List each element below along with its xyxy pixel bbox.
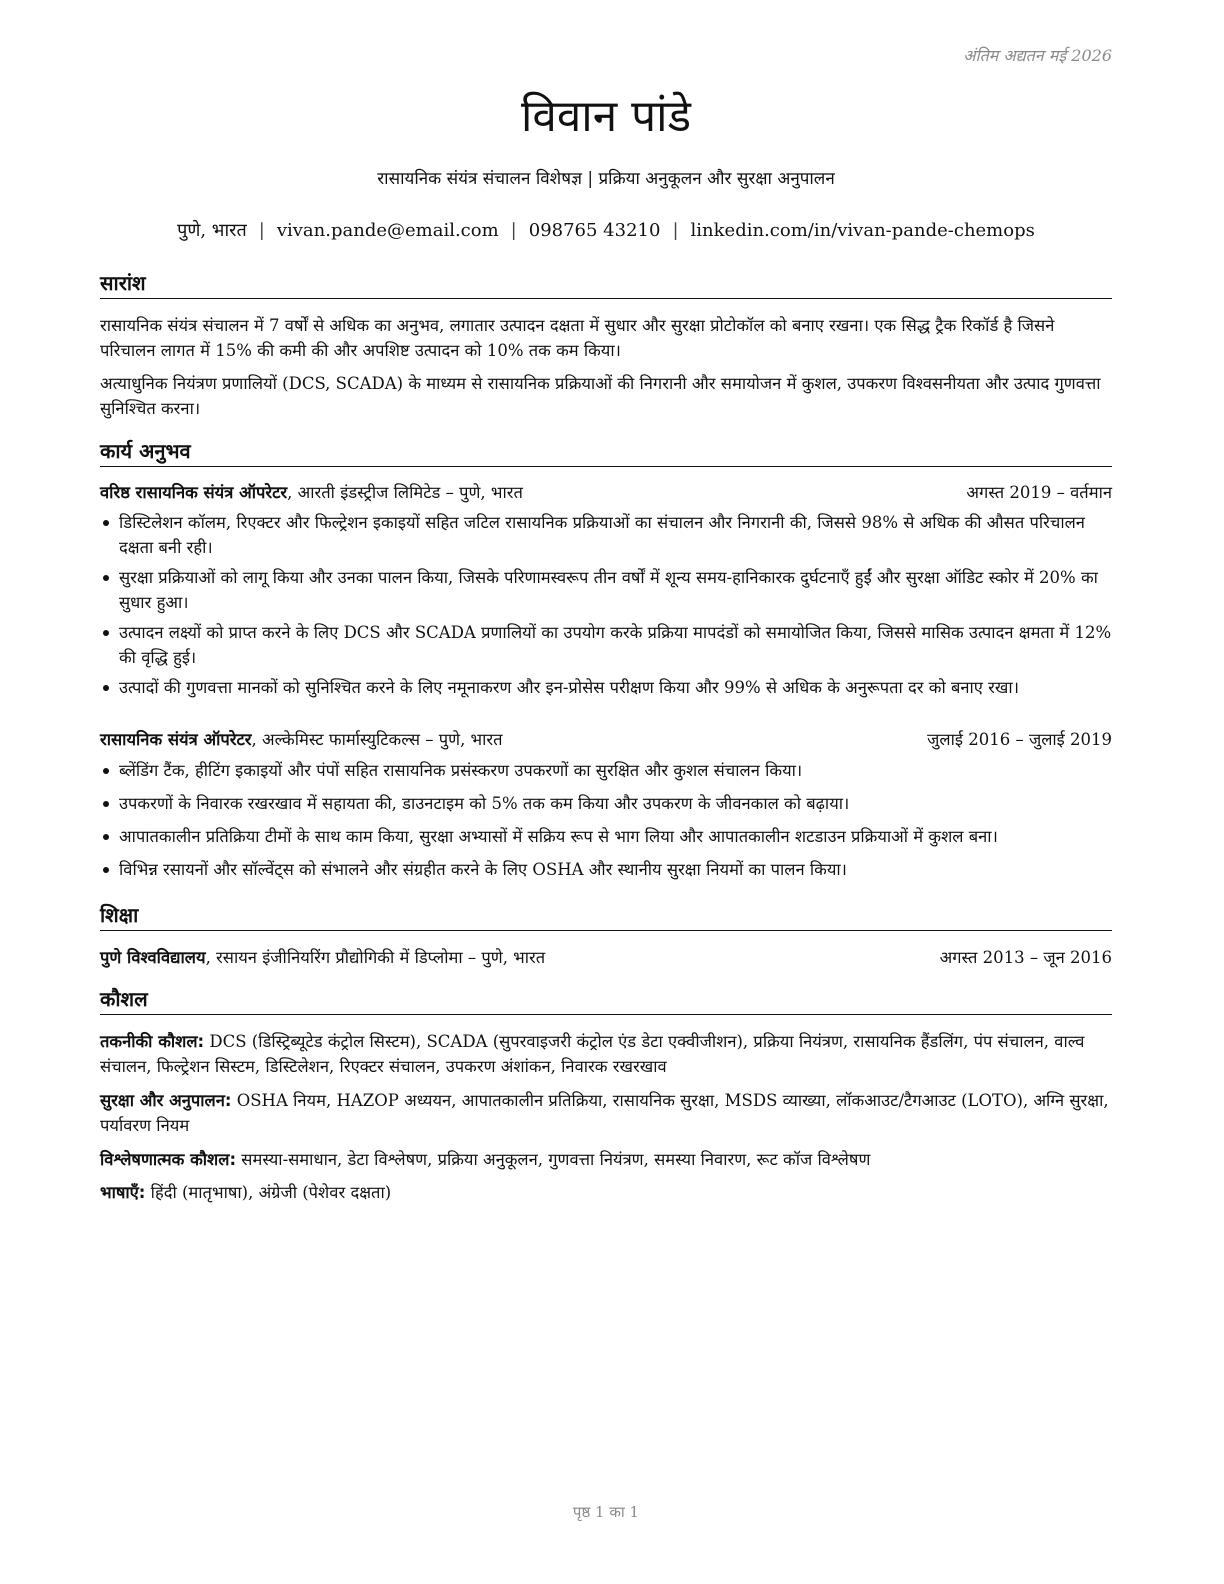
list-item: आपातकालीन प्रतिक्रिया टीमों के साथ काम किया, सुरक्षा अभ्यासों में सक्रिय रूप से भाग लिया और आपातकालीन शटडाउन प्रक्रियाओं में कुशल बना। xyxy=(100,824,1112,849)
skills-heading: कौशल xyxy=(100,986,1112,1015)
skill-row xyxy=(100,1088,1112,1138)
skill-row xyxy=(100,1147,1112,1172)
email-link[interactable]: vivan.pande@email.com xyxy=(276,220,499,241)
phone: 098765 43210 xyxy=(528,220,661,241)
separator: | xyxy=(510,220,517,241)
skill-value: समस्या-समाधान, डेटा विश्लेषण, प्रक्रिया अनुकूलन, गुणवत्ता नियंत्रण, समस्या निवारण, रूट कॉज विश्लेषण xyxy=(236,1150,871,1169)
summary-paragraph: रासायनिक संयंत्र संचालन में 7 वर्षों से अधिक का अनुभव, लगातार उत्पादन दक्षता में सुधार और सुरक्षा प्रोटोकॉल को बनाए रखना। एक सिद्ध ट्रैक रिकॉर्ड है जिसने परिचालन लागत में 15% की कमी की और अपशिष्ट उत्पादन को 10% तक कम किया। xyxy=(100,316,1055,360)
summary-paragraph: अत्याधुनिक नियंत्रण प्रणालियों (DCS, SCADA) के माध्यम से रासायनिक प्रक्रियाओं की निगरानी और समायोजन में कुशल, उपकरण विश्वसनीयता और उत्पाद गुणवत्ता सुनिश्चित करना। xyxy=(100,374,1101,418)
education-entry xyxy=(100,946,1112,970)
job-bullets xyxy=(100,758,1112,890)
job-role: रासायनिक संयंत्र ऑपरेटर xyxy=(100,730,252,749)
skill-label: विश्लेषणात्मक कौशल: xyxy=(100,1150,237,1169)
skill-row xyxy=(100,1029,1112,1079)
list-item: विभिन्न रसायनों और सॉल्वेंट्स को संभालने और संग्रहीत करने के लिए OSHA और स्थानीय सुरक्षा नियमों का पालन किया। xyxy=(100,857,1112,882)
education-dates: अगस्त 2013 – जून 2016 xyxy=(939,948,1112,967)
education-heading: शिक्षा xyxy=(100,902,1112,931)
job-header xyxy=(100,481,1112,505)
list-item: उत्पादों की गुणवत्ता मानकों को सुनिश्चित करने के लिए नमूनाकरण और इन-प्रोसेस परीक्षण किया और 99% से अधिक के अनुरूपता दर को बनाए रखा। xyxy=(100,675,1112,700)
separator: | xyxy=(672,220,679,241)
skill-row xyxy=(100,1180,1112,1205)
headline: रासायनिक संयंत्र संचालन विशेषज्ञ | प्रक्रिया अनुकूलन और सुरक्षा अनुपालन xyxy=(377,169,835,189)
skill-value: OSHA नियम, HAZOP अध्ययन, आपातकालीन प्रतिक्रिया, रासायनिक सुरक्षा, MSDS व्याख्या, लॉकआउट/टैगआउट (LOTO), अग्नि सुरक्षा, पर्यावरण नियम xyxy=(100,1091,1109,1135)
list-item: उत्पादन लक्ष्यों को प्राप्त करने के लिए DCS और SCADA प्रणालियों का उपयोग करके प्रक्रिया मापदंडों को समायोजित किया, जिससे मासिक उत्पादन क्षमता में 12% की वृद्धि हुई। xyxy=(100,620,1112,670)
resume-page xyxy=(100,0,1112,1584)
job-dates: अगस्त 2019 – वर्तमान xyxy=(966,483,1112,502)
experience-heading: कार्य अनुभव xyxy=(100,438,1112,467)
job-org: , आरती इंडस्ट्रीज लिमिटेड – पुणे, भारत xyxy=(287,483,523,502)
location: पुणे, भारत xyxy=(177,220,247,241)
job-org: , अल्केमिस्ट फार्मास्युटिकल्स – पुणे, भारत xyxy=(251,730,503,749)
job-role: वरिष्ठ रासायनिक संयंत्र ऑपरेटर xyxy=(100,483,288,502)
candidate-name: विवान पांडे xyxy=(520,91,692,142)
contact-line xyxy=(100,218,1112,242)
job-dates: जुलाई 2016 – जुलाई 2019 xyxy=(927,730,1112,749)
institution: पुणे विश्वविद्यालय xyxy=(100,948,206,967)
skill-value: DCS (डिस्ट्रिब्यूटेड कंट्रोल सिस्टम), SCADA (सुपरवाइजरी कंट्रोल एंड डेटा एक्वीजीशन), प्रक्रिया नियंत्रण, रासायनिक हैंडलिंग, पंप संचालन, वाल्व संचालन, फिल्ट्रेशन सिस्टम, डिस्टिलेशन, रिएक्टर संचालन, उपकरण अंशांकन, निवारक रखरखाव xyxy=(100,1032,1085,1076)
summary-heading: सारांश xyxy=(100,270,1112,299)
last-updated: अंतिम अद्यतन मई 2026 xyxy=(963,46,1112,65)
job-header xyxy=(100,728,1112,752)
skill-value: हिंदी (मातृभाषा), अंग्रेजी (पेशेवर दक्षता) xyxy=(145,1183,392,1202)
list-item: उपकरणों के निवारक रखरखाव में सहायता की, डाउनटाइम को 5% तक कम किया और उपकरण के जीवनकाल को बढ़ाया। xyxy=(100,791,1112,816)
skill-label: सुरक्षा और अनुपालन: xyxy=(100,1091,232,1110)
separator: | xyxy=(258,220,265,241)
page-number: पृष्ठ 1 का 1 xyxy=(572,1503,640,1521)
skill-label: तकनीकी कौशल: xyxy=(100,1032,205,1051)
list-item: सुरक्षा प्रक्रियाओं को लागू किया और उनका पालन किया, जिसके परिणामस्वरूप तीन वर्षों में शून्य समय-हानिकारक दुर्घटनाएँ हुईं और सुरक्षा ऑडिट स्कोर में 20% का सुधार हुआ। xyxy=(100,565,1112,615)
list-item: डिस्टिलेशन कॉलम, रिएक्टर और फिल्ट्रेशन इकाइयों सहित जटिल रासायनिक प्रक्रियाओं का संचालन और निगरानी की, जिससे 98% से अधिक की औसत परिचालन दक्षता बनी रही। xyxy=(100,510,1112,560)
job-bullets xyxy=(100,510,1112,705)
degree: , रसायन इंजीनियरिंग प्रौद्योगिकी में डिप्लोमा – पुणे, भारत xyxy=(205,948,546,967)
linkedin-link[interactable]: linkedin.com/in/vivan-pande-chemops xyxy=(690,220,1035,241)
list-item: ब्लेंडिंग टैंक, हीटिंग इकाइयों और पंपों सहित रासायनिक प्रसंस्करण उपकरणों का सुरक्षित और कुशल संचालन किया। xyxy=(100,758,1112,783)
skill-label: भाषाएँ: xyxy=(100,1183,146,1202)
